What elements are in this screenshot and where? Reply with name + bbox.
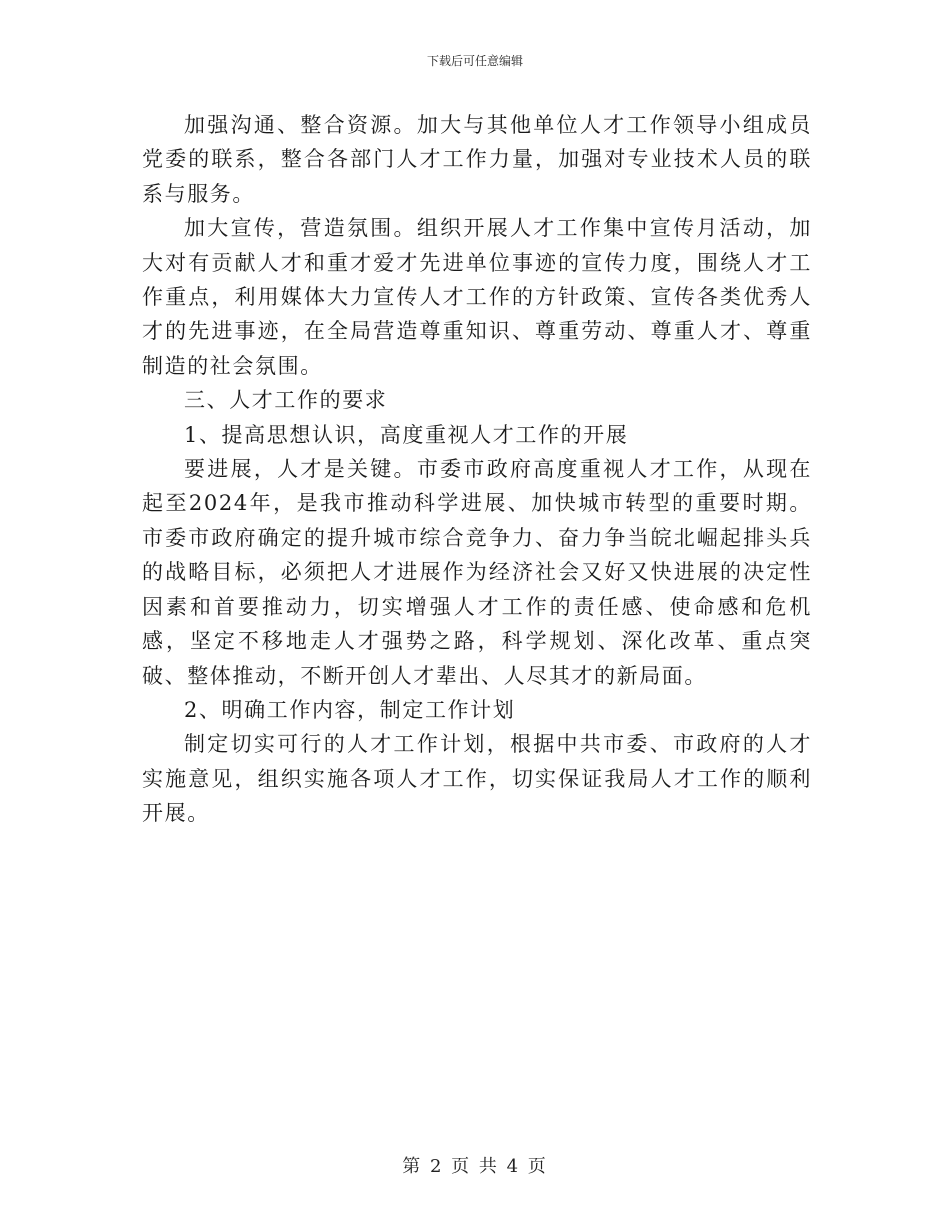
page-number-footer: 第 2 页 共 4 页 [402,1156,548,1177]
subheading-awareness: 1、提高思想认识，高度重视人才工作的开展 [184,422,629,447]
subheading-work-plan: 2、明确工作内容，制定工作计划 [184,697,516,722]
paragraph-plan: 制定切实可行的人才工作计划，根据中共市委、市政府的人才实施意见，组织实施各项人才工作，切实保证我局人才工作的顺利开展。 [142,732,812,826]
paragraph-communication: 加强沟通、整合资源。加大与其他单位人才工作领导小组成员党委的联系，整合各部门人才工作力量，加强对专业技术人员的联系与服务。 [142,113,812,206]
paragraph-publicity: 加大宣传，营造氛围。组织开展人才工作集中宣传月活动，加大对有贡献人才和重才爱才先进单位事迹的宣传力度，围绕人才工作重点，利用媒体大力宣传人才工作的方针政策、宣传各类优秀人才的先进事迹，在全局营造尊重知识、尊重劳动、尊重人才、尊重制造的社会氛围。 [142,216,812,378]
document-body [142,108,812,831]
page-header: 下载后可任意编辑 [426,54,523,68]
section-heading-requirements: 三、人才工作的要求 [184,388,388,413]
paragraph-development: 要进展，人才是关键。市委市政府高度重视人才工作，从现在起至2024年，是我市推动科学进展、加快城市转型的重要时期。市委市政府确定的提升城市综合竞争力、奋力争当皖北崛起排头兵的战略目标，必须把人才进展作为经济社会又好又快进展的决定性因素和首要推动力，切实增强人才工作的责任感、使命感和危机感，坚定不移地走人才强势之路，科学规划、深化改革、重点突破、整体推动，不断开创人才辈出、人尽其才的新局面。 [142,457,812,688]
